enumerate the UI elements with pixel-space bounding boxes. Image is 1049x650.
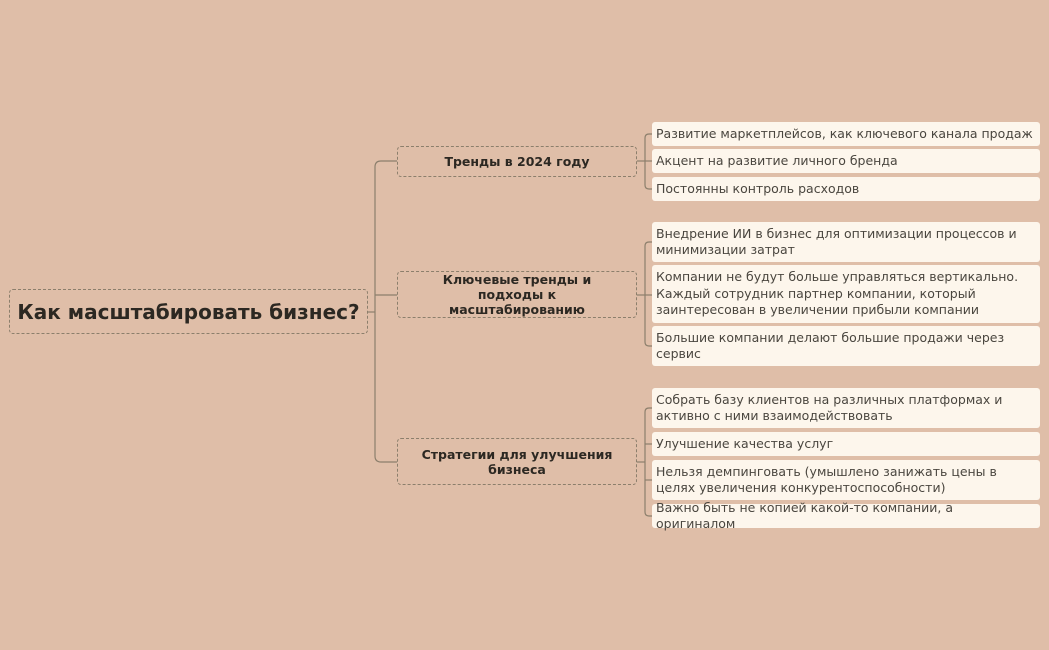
leaf-text: Внедрение ИИ в бизнес для оптимизации процессов и минимизации затрат xyxy=(656,225,1017,257)
leaf-text: Постоянны контроль расходов xyxy=(656,180,860,196)
leaf-text: Развитие маркетплейсов, как ключевого канала продаж xyxy=(656,125,1033,141)
branch-trends-2024[interactable] xyxy=(397,146,637,177)
leaf-item[interactable] xyxy=(652,265,1040,323)
leaf-item[interactable] xyxy=(652,499,1040,531)
leaf-item[interactable] xyxy=(652,122,1040,146)
trunk-line xyxy=(375,161,397,462)
leaf-text: Большие компании делают большие продажи через сервис xyxy=(656,329,1005,361)
leaf-text: Улучшение качества услуг xyxy=(656,435,834,451)
leaf-item[interactable] xyxy=(652,222,1040,262)
leaf-item[interactable] xyxy=(652,326,1040,366)
leaf-item[interactable] xyxy=(652,432,1040,456)
leaf-text: Компании не будут больше управляться вертикально. Каждый сотрудник партнер компании, который заинтересован в увеличении прибыли компании xyxy=(656,269,1019,318)
leaf-text: Собрать базу клиентов на различных платформах и активно с ними взаимодействовать xyxy=(656,391,1003,423)
branch-strategies[interactable] xyxy=(397,438,637,485)
branch3-fork xyxy=(645,408,652,516)
leaf-item[interactable] xyxy=(652,149,1040,173)
leaf-text: Важно быть не копией какой-то компании, а оригиналом xyxy=(656,499,954,531)
leaf-item[interactable] xyxy=(652,460,1040,500)
branch2-fork xyxy=(645,242,652,346)
leaf-item[interactable] xyxy=(652,388,1040,428)
branch-label: Стратегии для улучшения бизнеса xyxy=(421,446,613,477)
leaf-text: Нельзя демпинговать (умышлено занижать цены в целях увеличения конкурентоспособности) xyxy=(656,463,997,495)
root-label: Как масштабировать бизнес? xyxy=(17,299,360,324)
branch-label: Ключевые тренды и подходы к масштабированию xyxy=(442,272,592,317)
root-node[interactable] xyxy=(9,289,368,334)
branch-key-trends[interactable] xyxy=(397,271,637,318)
leaf-item[interactable] xyxy=(652,177,1040,201)
branch-label: Тренды в 2024 году xyxy=(444,154,590,169)
leaf-text: Акцент на развитие личного бренда xyxy=(656,152,898,168)
